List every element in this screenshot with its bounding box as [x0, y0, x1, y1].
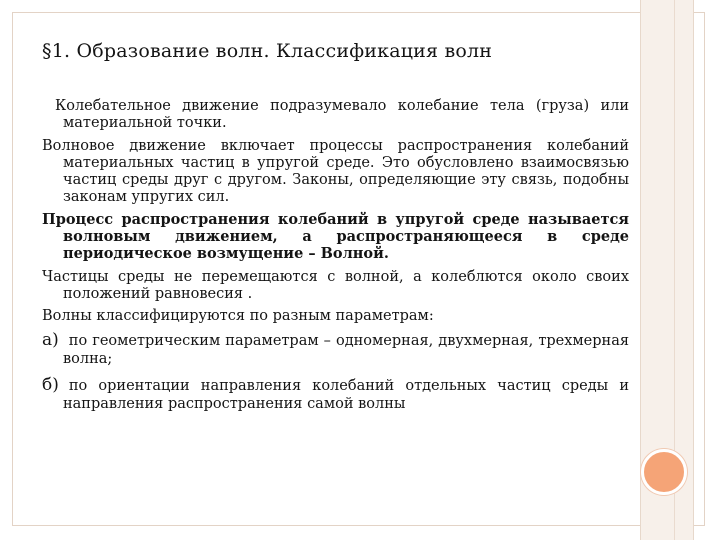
slide-body — [42, 98, 629, 421]
paragraph-classification: Волны классифицируются по разным параметрам: — [42, 308, 434, 325]
list-text-orientation: по ориентации направления колебаний отдельных частиц среды и направления распространения самой волны — [63, 378, 629, 413]
list-item-orientation — [42, 376, 629, 413]
paragraph-particles: Частицы среды не перемещаются с волной, а колеблются около своих положений равновесия . — [42, 268, 629, 302]
paragraph-wave-motion: Волновое движение включает процессы распространения колебаний материальных частиц в упругой среде. Это обусловлено взаимосвязью частиц среды друг с другом. Законы, определяющие эту связь, подобны законам упругих сил. — [42, 137, 629, 205]
list-item-geometry — [42, 331, 629, 368]
paragraph-definition: Процесс распространения колебаний в упругой среде называется волновым движением, а распространяющееся в среде периодическое возмущение – Волной. — [42, 210, 629, 262]
list-marker-b: б) — [42, 375, 59, 396]
decorative-circle-icon — [641, 449, 687, 495]
slide-title: §1. Образование волн. Классификация волн — [42, 40, 493, 62]
list-text-geometry: по геометрическим параметрам – одномерная, двухмерная, трехмерная волна; — [63, 333, 629, 368]
list-marker-a: а) — [42, 330, 59, 351]
paragraph-oscillation: Колебательное движение подразумевало колебание тела (груза) или материальной точки. — [55, 98, 629, 131]
